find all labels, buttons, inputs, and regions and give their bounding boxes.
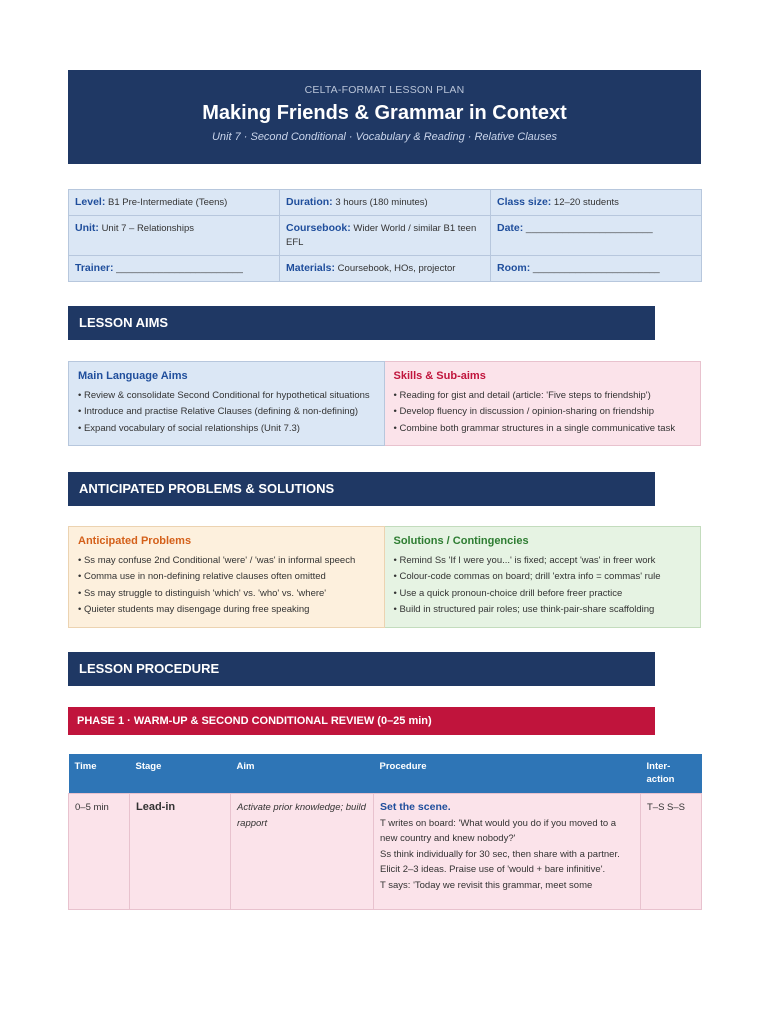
phase-1-header: PHASE 1 · WARM-UP & SECOND CONDITIONAL REVIEW (0–25 min) (68, 707, 655, 735)
materials-value: Coursebook, HOs, projector (337, 263, 456, 274)
level-value: B1 Pre-Intermediate (Teens) (108, 197, 228, 208)
room-label: Room: (497, 262, 531, 274)
info-trainer (69, 256, 280, 282)
lesson-plan-page (68, 70, 701, 910)
procedure-line: Ss think individually for 30 sec, then share with a partner. (380, 848, 620, 860)
materials-label: Materials: (286, 262, 336, 274)
info-date (491, 216, 702, 256)
procedure-line: T says: 'Today we revisit this grammar, meet some (380, 879, 593, 891)
main-aims-title: Main Language Aims (78, 370, 188, 382)
problems-title: Anticipated Problems (78, 535, 192, 547)
list-item: • Comma use in non-defining relative clauses often omitted (78, 571, 326, 582)
skills-sub-aims (385, 361, 702, 446)
list-item: • Expand vocabulary of social relationships (Unit 7.3) (78, 422, 300, 434)
room-value: ________________________ (532, 263, 660, 274)
list-item: • Use a quick pronoun-choice drill before freer practice (393, 587, 623, 599)
col-interaction: Inter-action (641, 754, 702, 794)
info-unit (69, 216, 280, 256)
page-subtitle: Unit 7 · Second Conditional · Vocabulary & Reading · Relative Clauses (211, 131, 558, 143)
main-language-aims (68, 361, 385, 446)
page-title: Making Friends & Grammar in Context (202, 102, 567, 124)
solutions-title: Solutions / Contingencies (393, 535, 529, 547)
lesson-procedure-header: LESSON PROCEDURE (68, 652, 655, 686)
coursebook-label: Coursebook: (286, 222, 351, 234)
info-class-size (491, 190, 702, 216)
table-row (69, 794, 702, 910)
unit-label: Unit: (75, 222, 99, 234)
date-value: ________________________ (525, 223, 653, 234)
procedure-table (68, 754, 702, 911)
list-item: • Reading for gist and detail (article: 'Five steps to friendship') (393, 389, 651, 401)
list-item: • Review & consolidate Second Conditional for hypothetical situations (78, 389, 370, 401)
list-item: • Introduce and practise Relative Clauses (defining & non-defining) (78, 406, 359, 417)
list-item: • Combine both grammar structures in a single communicative task (393, 422, 676, 434)
coursebook-value: Wider World / similar B1 teen EFL (286, 223, 477, 248)
row-aim: Activate prior knowledge; build rapport (231, 794, 374, 910)
table-header-row (69, 754, 702, 794)
class-size-value: 12–20 students (553, 197, 619, 208)
info-duration (280, 190, 491, 216)
col-time: Time (69, 754, 130, 794)
unit-value: Unit 7 – Relationships (101, 223, 194, 234)
list-item: • Ss may struggle to distinguish 'which' vs. 'who' vs. 'where' (78, 587, 327, 599)
info-row (69, 216, 702, 256)
info-row (69, 190, 702, 216)
procedure-heading: Set the scene. (380, 801, 451, 813)
list-item: • Remind Ss 'If I were you...' is fixed; accept 'was' in freer work (393, 554, 656, 566)
row-interaction: T–S S–S (641, 794, 702, 910)
info-coursebook (280, 216, 491, 256)
row-time: 0–5 min (69, 794, 130, 910)
class-size-label: Class size: (497, 196, 552, 208)
col-aim: Aim (231, 754, 374, 794)
problems-solutions-header: ANTICIPATED PROBLEMS & SOLUTIONS (68, 472, 655, 506)
row-stage: Lead-in (130, 794, 231, 910)
info-room (491, 256, 702, 282)
list-item: • Develop fluency in discussion / opinion-sharing on friendship (393, 406, 655, 417)
skills-aims-title: Skills & Sub-aims (393, 370, 486, 382)
duration-label: Duration: (286, 196, 333, 208)
list-item: • Colour-code commas on board; drill 'extra info = commas' rule (393, 571, 661, 582)
title-banner (68, 70, 701, 164)
trainer-value: ________________________ (116, 263, 243, 274)
solutions-contingencies (385, 526, 702, 628)
info-row (69, 256, 702, 282)
date-label: Date: (497, 222, 524, 234)
duration-value: 3 hours (180 minutes) (335, 197, 428, 208)
level-label: Level: (75, 196, 106, 208)
list-item: • Build in structured pair roles; use think-pair-share scaffolding (393, 604, 655, 615)
problems-solutions (68, 526, 701, 628)
anticipated-problems (68, 526, 385, 628)
procedure-line: T writes on board: 'What would you do if you moved to a new country and knew nobody?' (380, 817, 617, 844)
list-item: • Ss may confuse 2nd Conditional 'were' / 'was' in informal speech (78, 554, 356, 566)
lesson-aims-header: LESSON AIMS (68, 306, 655, 340)
list-item: • Quieter students may disengage during free speaking (78, 604, 310, 615)
info-materials (280, 256, 491, 282)
lesson-aims (68, 361, 701, 446)
col-procedure: Procedure (374, 754, 641, 794)
col-stage: Stage (130, 754, 231, 794)
row-procedure (374, 794, 641, 910)
trainer-label: Trainer: (75, 262, 114, 274)
info-level (69, 190, 280, 216)
plan-kicker: CELTA-FORMAT LESSON PLAN (304, 84, 465, 96)
lesson-info-table (68, 189, 702, 282)
procedure-line: Elicit 2–3 ideas. Praise use of 'would + bare infinitive'. (380, 864, 606, 875)
